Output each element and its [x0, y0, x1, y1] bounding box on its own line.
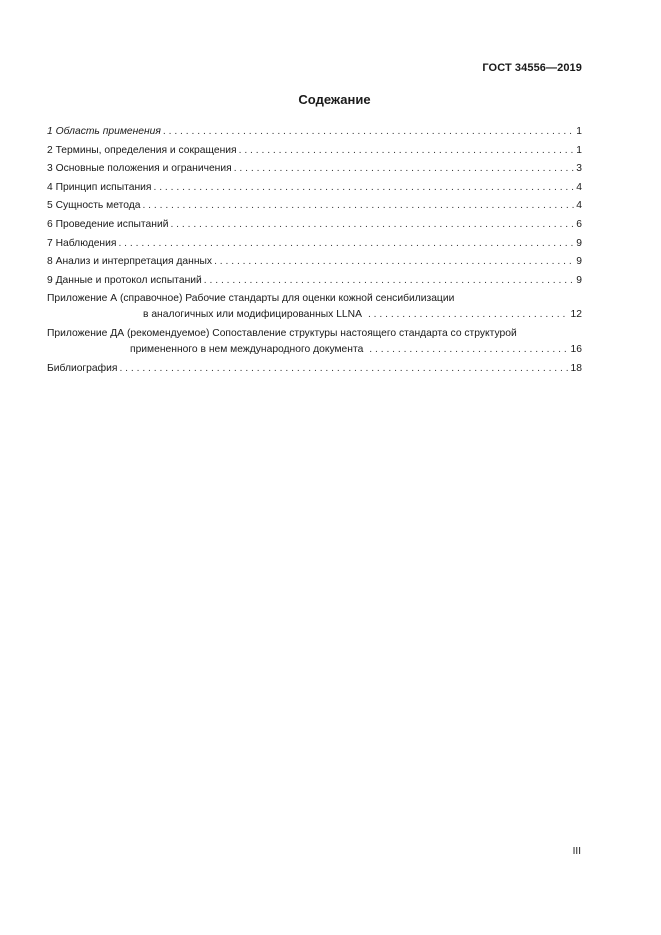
toc-entry-page: 12: [570, 309, 582, 321]
toc-entry-page: 9: [576, 274, 582, 286]
toc-entry-label: 3 Основные положения и ограничения: [47, 163, 232, 175]
toc-leader-dots: [142, 200, 574, 212]
toc-entry-label: Приложение А (справочное) Рабочие стандарты для оценки кожной сенсибилизации: [47, 293, 455, 305]
toc-leader-dots: [368, 309, 569, 321]
toc-entry-4[interactable]: [47, 182, 582, 194]
toc-leader-dots: [214, 256, 574, 268]
toc-leader-dots: [204, 275, 574, 287]
toc-entry-label-continued: примененного в нем международного документа: [130, 343, 364, 355]
toc-entry-label: 4 Принцип испытания: [47, 181, 152, 193]
toc-entry-page: 9: [576, 256, 582, 268]
toc-entry-label: 8 Анализ и интерпретация данных: [47, 256, 213, 268]
toc-entry-label: 9 Данные и протокол испытаний: [47, 274, 202, 286]
toc-entry-page: 1: [576, 126, 582, 137]
toc-entry-label-continued: в аналогичных или модифицированных LLNA: [143, 309, 362, 321]
toc-entry-1[interactable]: [47, 126, 582, 138]
toc-entry-label: 2 Термины, определения и сокращения: [47, 144, 237, 156]
toc-entry-5[interactable]: [47, 200, 582, 212]
toc-leader-dots: [118, 238, 574, 250]
toc-entry-label: 7 Наблюдения: [47, 237, 117, 249]
toc-leader-dots: [369, 344, 568, 356]
toc-entry-bibliography[interactable]: [47, 363, 582, 375]
document-code: ГОСТ 34556—2019: [482, 62, 582, 74]
toc-entry-appendix-a[interactable]: [47, 293, 582, 321]
toc-entry-7[interactable]: [47, 238, 582, 250]
toc-entry-2[interactable]: [47, 145, 582, 157]
toc-leader-dots: [153, 182, 574, 194]
toc-entry-6[interactable]: [47, 219, 582, 231]
toc-leader-dots: [239, 145, 575, 157]
toc-entry-page: 16: [570, 343, 582, 355]
toc-entry-label: 1 Область применения: [47, 126, 161, 137]
toc-entry-page: 18: [570, 362, 582, 374]
toc-entry-3[interactable]: [47, 163, 582, 175]
toc-entry-label: 5 Сущность метода: [47, 200, 141, 212]
toc-entry-page: 6: [576, 218, 582, 230]
toc-entry-9[interactable]: [47, 275, 582, 287]
toc-entry-label: 6 Проведение испытаний: [47, 218, 169, 230]
toc-entry-page: 4: [576, 200, 582, 212]
toc-entry-label: Библиография: [47, 362, 118, 374]
toc-entry-page: 1: [576, 144, 582, 156]
toc-entry-page: 9: [576, 237, 582, 249]
toc-entry-appendix-da[interactable]: [47, 328, 582, 356]
table-of-contents: [47, 126, 582, 381]
toc-leader-dots: [163, 126, 574, 138]
toc-title: Содежание: [298, 92, 371, 107]
toc-entry-page: 3: [576, 163, 582, 175]
toc-entry-page: 4: [576, 181, 582, 193]
toc-entry-label: Приложение ДА (рекомендуемое) Сопоставление структуры настоящего стандарта со структурой: [47, 327, 517, 339]
page-number: III: [572, 846, 581, 857]
toc-entry-8[interactable]: [47, 256, 582, 268]
toc-leader-dots: [170, 219, 574, 231]
toc-leader-dots: [119, 363, 568, 375]
toc-leader-dots: [234, 163, 575, 175]
